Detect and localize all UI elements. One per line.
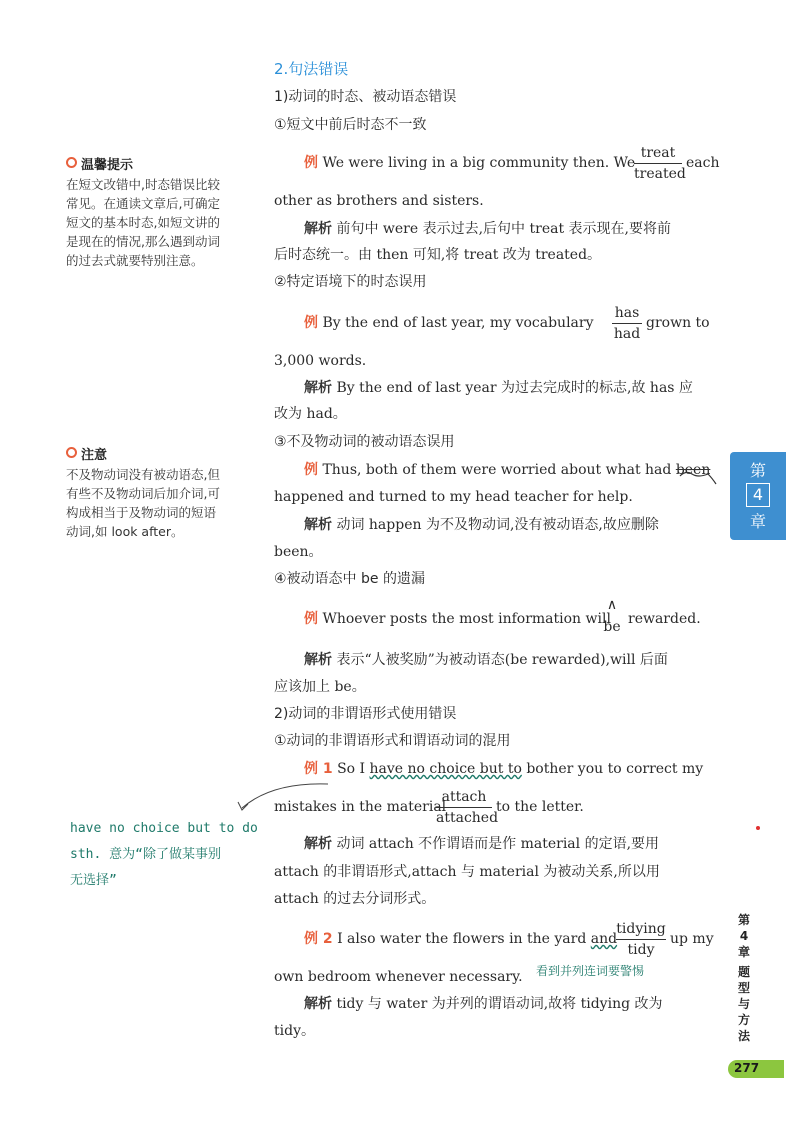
- attention-note: [66, 444, 256, 541]
- underlined-phrase: have no choice but to: [369, 761, 522, 777]
- correct-word: tidy: [627, 942, 655, 958]
- item-heading-4: ④被动语态中 be 的遗漏: [274, 571, 425, 587]
- example-tag: 例 1: [304, 761, 333, 777]
- analysis-tag: 解析: [304, 221, 332, 237]
- example-text-tail: grown to: [646, 315, 710, 331]
- example-text-tail: each: [686, 155, 720, 171]
- example-tag: 例 2: [304, 931, 333, 947]
- wrong-word: tidying: [616, 921, 666, 937]
- item-heading-2: ②特定语境下的时态误用: [274, 274, 427, 290]
- example-tag: 例: [304, 462, 318, 478]
- caret-icon: ∧: [606, 597, 618, 613]
- correction-fraction-1: [634, 144, 686, 183]
- correction-fraction-2: [612, 304, 642, 343]
- analysis-text: 动词 happen 为不及物动词,没有被动语态,故应删除: [336, 517, 659, 533]
- analysis-6-line2: tidy。: [274, 1023, 315, 1039]
- delete-mark-icon: [678, 468, 718, 486]
- tip-note-body: 在短文改错中,时态错误比较 常见。在通读文章后,可确定 短文的基本时态,如短文讲的 是现在的情况,那么遇到动词 的过去式就要特别注意。: [66, 177, 220, 268]
- analysis-text: By the end of last year 为过去完成时的标志,故 has 应: [336, 380, 693, 396]
- chapter-tab-char: 第: [749, 461, 766, 480]
- insertion-mark: [600, 596, 624, 636]
- underlined-conjunction: and: [590, 931, 618, 947]
- analysis-4-line1: [304, 651, 668, 669]
- section-title: 2.句法错误: [274, 60, 349, 78]
- analysis-text: 前句中 were 表示过去,后句中 treat 表示现在,要将前: [336, 221, 671, 237]
- example-1-line1: [304, 154, 635, 172]
- page-number-badge: [728, 1060, 784, 1078]
- example-tag: 例: [304, 315, 318, 331]
- example-text-tail: up my: [670, 931, 714, 947]
- example-3-line1: [304, 461, 710, 479]
- item-heading-1: ①短文中前后时态不一致: [274, 117, 427, 133]
- example-text: We were living in a big community then. We: [322, 155, 636, 171]
- chapter-tab-number: 4: [746, 483, 770, 507]
- attention-note-body: 不及物动词没有被动语态,但 有些不及物动词后加介词,可 构成相当于及物动词的短语 动词,如 look after。: [66, 467, 220, 539]
- example-text: Whoever posts the most information will: [322, 611, 611, 627]
- analysis-4-line2: 应该加上 be。: [274, 679, 366, 695]
- example-5-line2-pre: mistakes in the material: [274, 799, 447, 815]
- dot-mark: [756, 826, 760, 830]
- correct-word: treated: [634, 166, 686, 182]
- analysis-text: 动词 attach 不作谓语而是作 material 的定语,要用: [336, 836, 660, 852]
- example-tag: 例: [304, 611, 318, 627]
- analysis-text: 表示“人被奖励”为被动语态(be rewarded),will 后面: [336, 652, 668, 668]
- analysis-2-line1: [304, 379, 693, 397]
- example-2-line2: 3,000 words.: [274, 353, 367, 369]
- wrong-word: has: [614, 305, 640, 321]
- example-5-line2-post: to the letter.: [496, 799, 584, 815]
- wrong-word: treat: [640, 145, 676, 161]
- analysis-3-line1: [304, 516, 659, 534]
- correction-fraction-5: [436, 788, 499, 827]
- page-number: 277: [734, 1061, 760, 1075]
- tip-note: [66, 154, 256, 270]
- analysis-6-line1: [304, 995, 663, 1013]
- example-2-line1: [304, 314, 594, 332]
- analysis-tag: 解析: [304, 380, 332, 396]
- subsection-heading-1: 1)动词的时态、被动语态错误: [274, 89, 457, 105]
- tip-note-title: 温馨提示: [66, 154, 256, 173]
- arrow-icon: [232, 780, 332, 814]
- example-5-line1: [304, 760, 703, 778]
- example-text: So I: [337, 761, 366, 777]
- correction-fraction-6: [616, 920, 666, 959]
- example-text: I also water the flowers in the yard: [337, 931, 587, 947]
- example-text-tail: rewarded.: [628, 611, 701, 627]
- wrong-word: attach: [441, 789, 487, 805]
- example-6-line1: [304, 930, 617, 948]
- bullet-icon: [66, 157, 77, 168]
- bullet-icon: [66, 447, 77, 458]
- analysis-tag: 解析: [304, 652, 332, 668]
- subsection-heading-2: 2)动词的非谓语形式使用错误: [274, 706, 457, 722]
- analysis-1-line2: 后时态统一。由 then 可知,将 treat 改为 treated。: [274, 247, 602, 263]
- analysis-2-line2: 改为 had。: [274, 406, 347, 422]
- item-heading-5: ①动词的非谓语形式和谓语动词的混用: [274, 733, 511, 749]
- example-text-tail: bother you to correct my: [526, 761, 704, 777]
- analysis-tag: 解析: [304, 996, 332, 1012]
- analysis-3-line2: been。: [274, 544, 323, 560]
- example-4-line1: [304, 610, 611, 628]
- chapter-tab-char: 章: [749, 512, 766, 531]
- example-text: By the end of last year, my vocabulary: [322, 315, 594, 331]
- struck-word: been: [675, 462, 711, 478]
- handwritten-note-conjunction: 看到并列连词要警惕: [536, 964, 645, 978]
- side-label: 第 4 章 题 型 与 方 法: [737, 913, 750, 1043]
- attention-note-title: 注意: [66, 444, 256, 463]
- example-text: Thus, both of them were worried about what had: [322, 462, 672, 478]
- analysis-5-line1: [304, 835, 659, 853]
- example-6-line2: own bedroom whenever necessary.: [274, 969, 523, 985]
- correct-word: attached: [436, 810, 499, 826]
- analysis-tag: 解析: [304, 836, 332, 852]
- analysis-tag: 解析: [304, 517, 332, 533]
- example-tag: 例: [304, 155, 318, 171]
- analysis-5-line3: attach 的过去分词形式。: [274, 891, 436, 907]
- analysis-1-line1: [304, 220, 671, 238]
- handwritten-note: have no choice but to do sth. 意为“除了做某事别 无选择”: [70, 821, 258, 888]
- chapter-tab: [730, 452, 786, 540]
- item-heading-3: ③不及物动词的被动语态误用: [274, 434, 455, 450]
- analysis-text: tidy 与 water 为并列的谓语动词,故将 tidying 改为: [336, 996, 663, 1012]
- correct-word: had: [613, 326, 641, 342]
- example-3-line2: happened and turned to my head teacher for help.: [274, 489, 633, 505]
- analysis-5-line2: attach 的非谓语形式,attach 与 material 为被动关系,所以用: [274, 864, 660, 880]
- inserted-word: be: [603, 619, 621, 635]
- example-1-line2: other as brothers and sisters.: [274, 193, 484, 209]
